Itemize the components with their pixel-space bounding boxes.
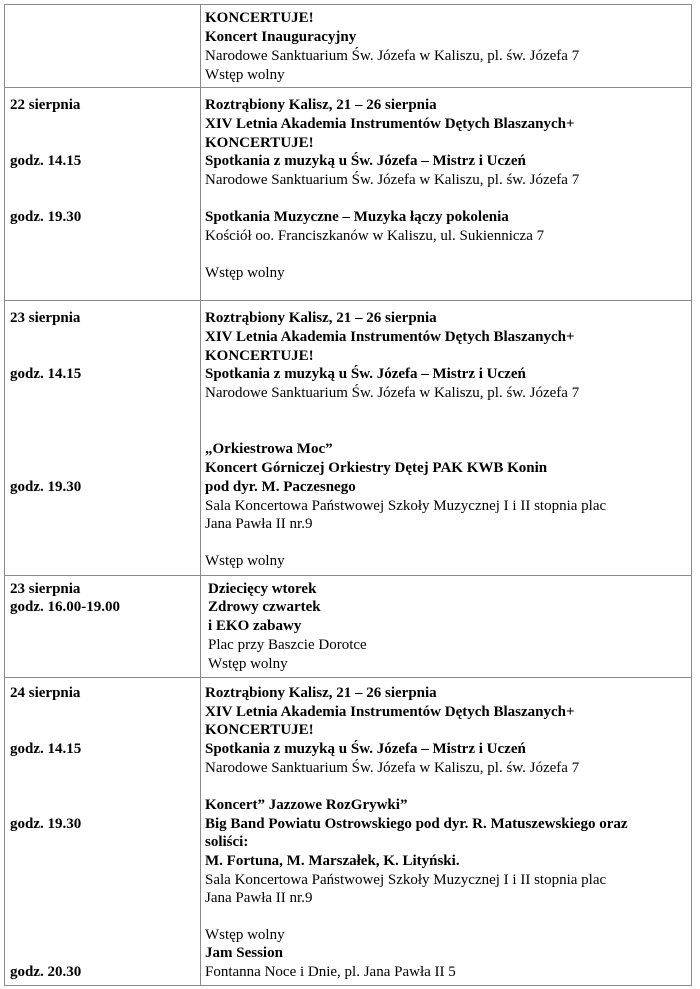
event-line: Jam Session	[205, 945, 283, 961]
schedule-table	[4, 4, 692, 986]
column-divider	[200, 301, 201, 575]
event-line: Narodowe Sanktuarium Św. Józefa w Kaliszu, pl. św. Józefa 7	[205, 760, 580, 776]
event-line: Plac przy Baszcie Dorotce	[208, 637, 367, 653]
event-line: Fontanna Noce i Dnie, pl. Jana Pawła II 5	[205, 964, 456, 980]
time-line: godz. 19.30	[10, 209, 82, 225]
event-line: Kościół oo. Franciszkanów w Kaliszu, ul. Sukiennicza 7	[205, 228, 545, 244]
event-line: Roztrąbiony Kalisz, 21 – 26 sierpnia	[205, 310, 437, 326]
event-line: Spotkania Muzyczne – Muzyka łączy pokolenia	[205, 209, 509, 225]
event-line: M. Fortuna, M. Marszałek, K. Lityński.	[205, 853, 460, 869]
event-line: Narodowe Sanktuarium Św. Józefa w Kaliszu, pl. św. Józefa 7	[205, 385, 580, 401]
time-line: godz. 14.15	[10, 741, 82, 757]
event-line: Koncert” Jazzowe RozGrywki”	[205, 797, 408, 813]
event-line: KONCERTUJE!	[205, 135, 314, 151]
event-line: Wstęp wolny	[205, 67, 285, 83]
date-line: 22 sierpnia	[10, 97, 81, 113]
time-line: godz. 19.30	[10, 479, 82, 495]
event-line: Spotkania z muzyką u Św. Józefa – Mistrz i Uczeń	[205, 741, 526, 757]
event-line: Roztrąbiony Kalisz, 21 – 26 sierpnia	[205, 97, 437, 113]
event-line: Jana Pawła II nr.9	[205, 516, 313, 532]
event-line: Dziecięcy wtorek	[208, 581, 317, 597]
event-line: Sala Koncertowa Państwowej Szkoły Muzycznej I i II stopnia plac	[205, 872, 607, 888]
time-line: godz. 20.30	[10, 964, 82, 980]
time-line: godz. 19.30	[10, 816, 82, 832]
event-line: Wstęp wolny	[205, 553, 285, 569]
event-line: Narodowe Sanktuarium Św. Józefa w Kaliszu, pl. św. Józefa 7	[205, 172, 580, 188]
column-divider	[200, 5, 201, 87]
time-line: godz. 16.00-19.00	[10, 599, 120, 615]
schedule-row	[4, 678, 692, 986]
event-line: Jana Pawła II nr.9	[205, 890, 313, 906]
schedule-row	[4, 301, 692, 576]
date-line: 24 sierpnia	[10, 685, 81, 701]
event-line: Wstęp wolny	[205, 265, 285, 281]
event-line: KONCERTUJE!	[205, 348, 314, 364]
event-line: Koncert Górniczej Orkiestry Dętej PAK KWB Konin	[205, 460, 548, 476]
event-line: soliści:	[205, 834, 249, 850]
date-line: 23 sierpnia	[10, 310, 81, 326]
event-line: pod dyr. M. Paczesnego	[205, 479, 356, 495]
event-line: Sala Koncertowa Państwowej Szkoły Muzycznej I i II stopnia plac	[205, 498, 607, 514]
event-line: Koncert Inauguracyjny	[205, 29, 357, 45]
column-divider	[200, 678, 201, 985]
event-line: KONCERTUJE!	[205, 722, 314, 738]
event-line: Spotkania z muzyką u Św. Józefa – Mistrz i Uczeń	[205, 153, 526, 169]
schedule-row	[4, 4, 692, 88]
event-line: KONCERTUJE!	[205, 10, 314, 26]
column-divider	[200, 88, 201, 300]
event-line: XIV Letnia Akademia Instrumentów Dętych Blaszanych+	[205, 329, 575, 345]
date-line: 23 sierpnia	[10, 581, 81, 597]
event-line: i EKO zabawy	[208, 618, 302, 634]
time-line: godz. 14.15	[10, 153, 82, 169]
event-line: Roztrąbiony Kalisz, 21 – 26 sierpnia	[205, 685, 437, 701]
event-line: Wstęp wolny	[208, 656, 288, 672]
event-line: Big Band Powiatu Ostrowskiego pod dyr. R. Matuszewskiego oraz	[205, 816, 628, 832]
event-line: „Orkiestrowa Moc”	[205, 441, 333, 457]
event-line: Zdrowy czwartek	[208, 599, 321, 615]
event-line: Wstęp wolny	[205, 927, 285, 943]
event-line: Narodowe Sanktuarium Św. Józefa w Kaliszu, pl. św. Józefa 7	[205, 48, 580, 64]
event-line: XIV Letnia Akademia Instrumentów Dętych Blaszanych+	[205, 704, 575, 720]
event-line: Spotkania z muzyką u Św. Józefa – Mistrz i Uczeń	[205, 366, 526, 382]
time-line: godz. 14.15	[10, 366, 82, 382]
event-line: XIV Letnia Akademia Instrumentów Dętych Blaszanych+	[205, 116, 575, 132]
schedule-row	[4, 88, 692, 301]
column-divider	[200, 576, 201, 677]
schedule-row	[4, 576, 692, 678]
